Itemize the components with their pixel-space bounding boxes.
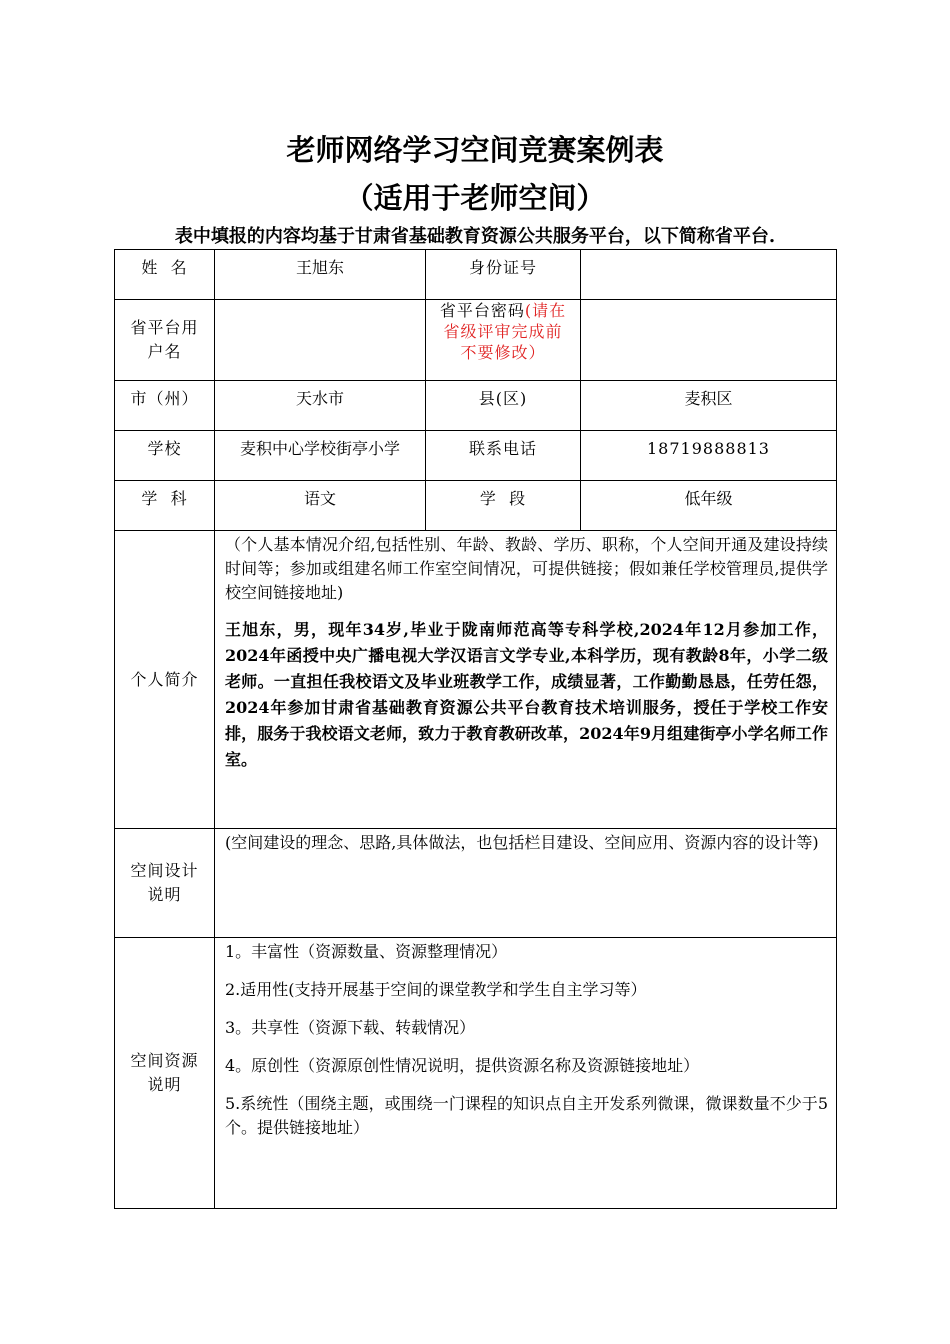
county-value[interactable]: 麦积区 xyxy=(581,381,837,431)
id-value[interactable] xyxy=(581,250,837,300)
password-warning: (请在省级评审完成前不要修改） xyxy=(443,301,567,362)
county-label: 县(区) xyxy=(426,381,581,431)
phone-label: 联系电话 xyxy=(426,431,581,481)
row-school xyxy=(115,431,837,481)
page-title: 老师网络学习空间竞赛案例表 xyxy=(286,133,664,167)
row-design xyxy=(115,829,837,938)
city-value[interactable]: 天水市 xyxy=(215,381,426,431)
id-label: 身份证号 xyxy=(426,250,581,300)
subject-value[interactable]: 语文 xyxy=(215,481,426,531)
username-value[interactable] xyxy=(215,300,426,381)
page-subtitle: （适用于老师空间） xyxy=(344,181,606,215)
name-label: 姓 名 xyxy=(115,250,215,300)
password-label-cell xyxy=(426,300,581,381)
school-value[interactable]: 麦积中心学校街亭小学 xyxy=(215,431,426,481)
name-value[interactable]: 王旭东 xyxy=(215,250,426,300)
city-label: 市（州） xyxy=(115,381,215,431)
resource-item-originality: 4。原创性（资源原创性情况说明，提供资源名称及资源链接地址） xyxy=(225,1056,700,1075)
notice-text: 表中填报的内容均基于甘肃省基础教育资源公共服务平台，以下简称省平台. xyxy=(174,226,776,247)
resource-cell[interactable] xyxy=(215,938,837,1209)
resource-item-richness: 1。丰富性（资源数量、资源整理情况） xyxy=(225,942,508,961)
profile-label: 个人简介 xyxy=(115,531,215,829)
school-label: 学校 xyxy=(115,431,215,481)
design-cell[interactable] xyxy=(215,829,837,938)
resource-item-applicability: 2.适用性(支持开展基于空间的课堂教学和学生自主学习等） xyxy=(225,980,647,999)
row-name-id xyxy=(115,250,837,300)
resource-item-sharing: 3。共享性（资源下载、转载情况） xyxy=(225,1018,476,1037)
row-account xyxy=(115,300,837,381)
resource-item-systematic: 5.系统性（围绕主题，或围绕一门课程的知识点自主开发系列微课，微课数量不少于5个。提供链接地址） xyxy=(225,1094,828,1137)
password-label: 省平台密码 xyxy=(439,301,525,320)
row-profile xyxy=(115,531,837,829)
resource-label: 空间资源说明 xyxy=(115,938,215,1209)
password-value[interactable] xyxy=(581,300,837,381)
stage-label: 学 段 xyxy=(426,481,581,531)
username-label: 省平台用户名 xyxy=(115,300,215,381)
row-region xyxy=(115,381,837,431)
row-subject xyxy=(115,481,837,531)
profile-hint: （个人基本情况介绍,包括性别、年龄、教龄、学历、职称，个人空间开通及建设持续时间等；参加或组建名师工作室空间情况，可提供链接；假如兼任学校管理员,提供学校空间链接地址) xyxy=(225,535,828,602)
profile-cell[interactable] xyxy=(215,531,837,829)
design-hint: (空间建设的理念、思路,具体做法，也包括栏目建设、空间应用、资源内容的设计等) xyxy=(225,833,819,852)
case-form-table xyxy=(114,249,837,1209)
phone-value[interactable]: 18719888813 xyxy=(581,431,837,481)
stage-value[interactable]: 低年级 xyxy=(581,481,837,531)
row-resource xyxy=(115,938,837,1209)
profile-text: 王旭东，男，现年34岁,毕业于陇南师范高等专科学校,2024年12月参加工作，2024年函授中央广播电视大学汉语言文学专业,本科学历，现有教龄8年，小学二级老师。一直担任我校语文及毕业班教学工作，成绩显著，工作勤勤恳恳，任劳任怨，2024年参加甘肃省基础教育资源公共平台教育技术培训服务，授任于学校工作安排，服务于我校语文老师，致力于教育教研改革，2024年9月组建街亭小学名师工作室。 xyxy=(225,620,828,769)
subject-label: 学 科 xyxy=(115,481,215,531)
design-label: 空间设计说明 xyxy=(115,829,215,938)
